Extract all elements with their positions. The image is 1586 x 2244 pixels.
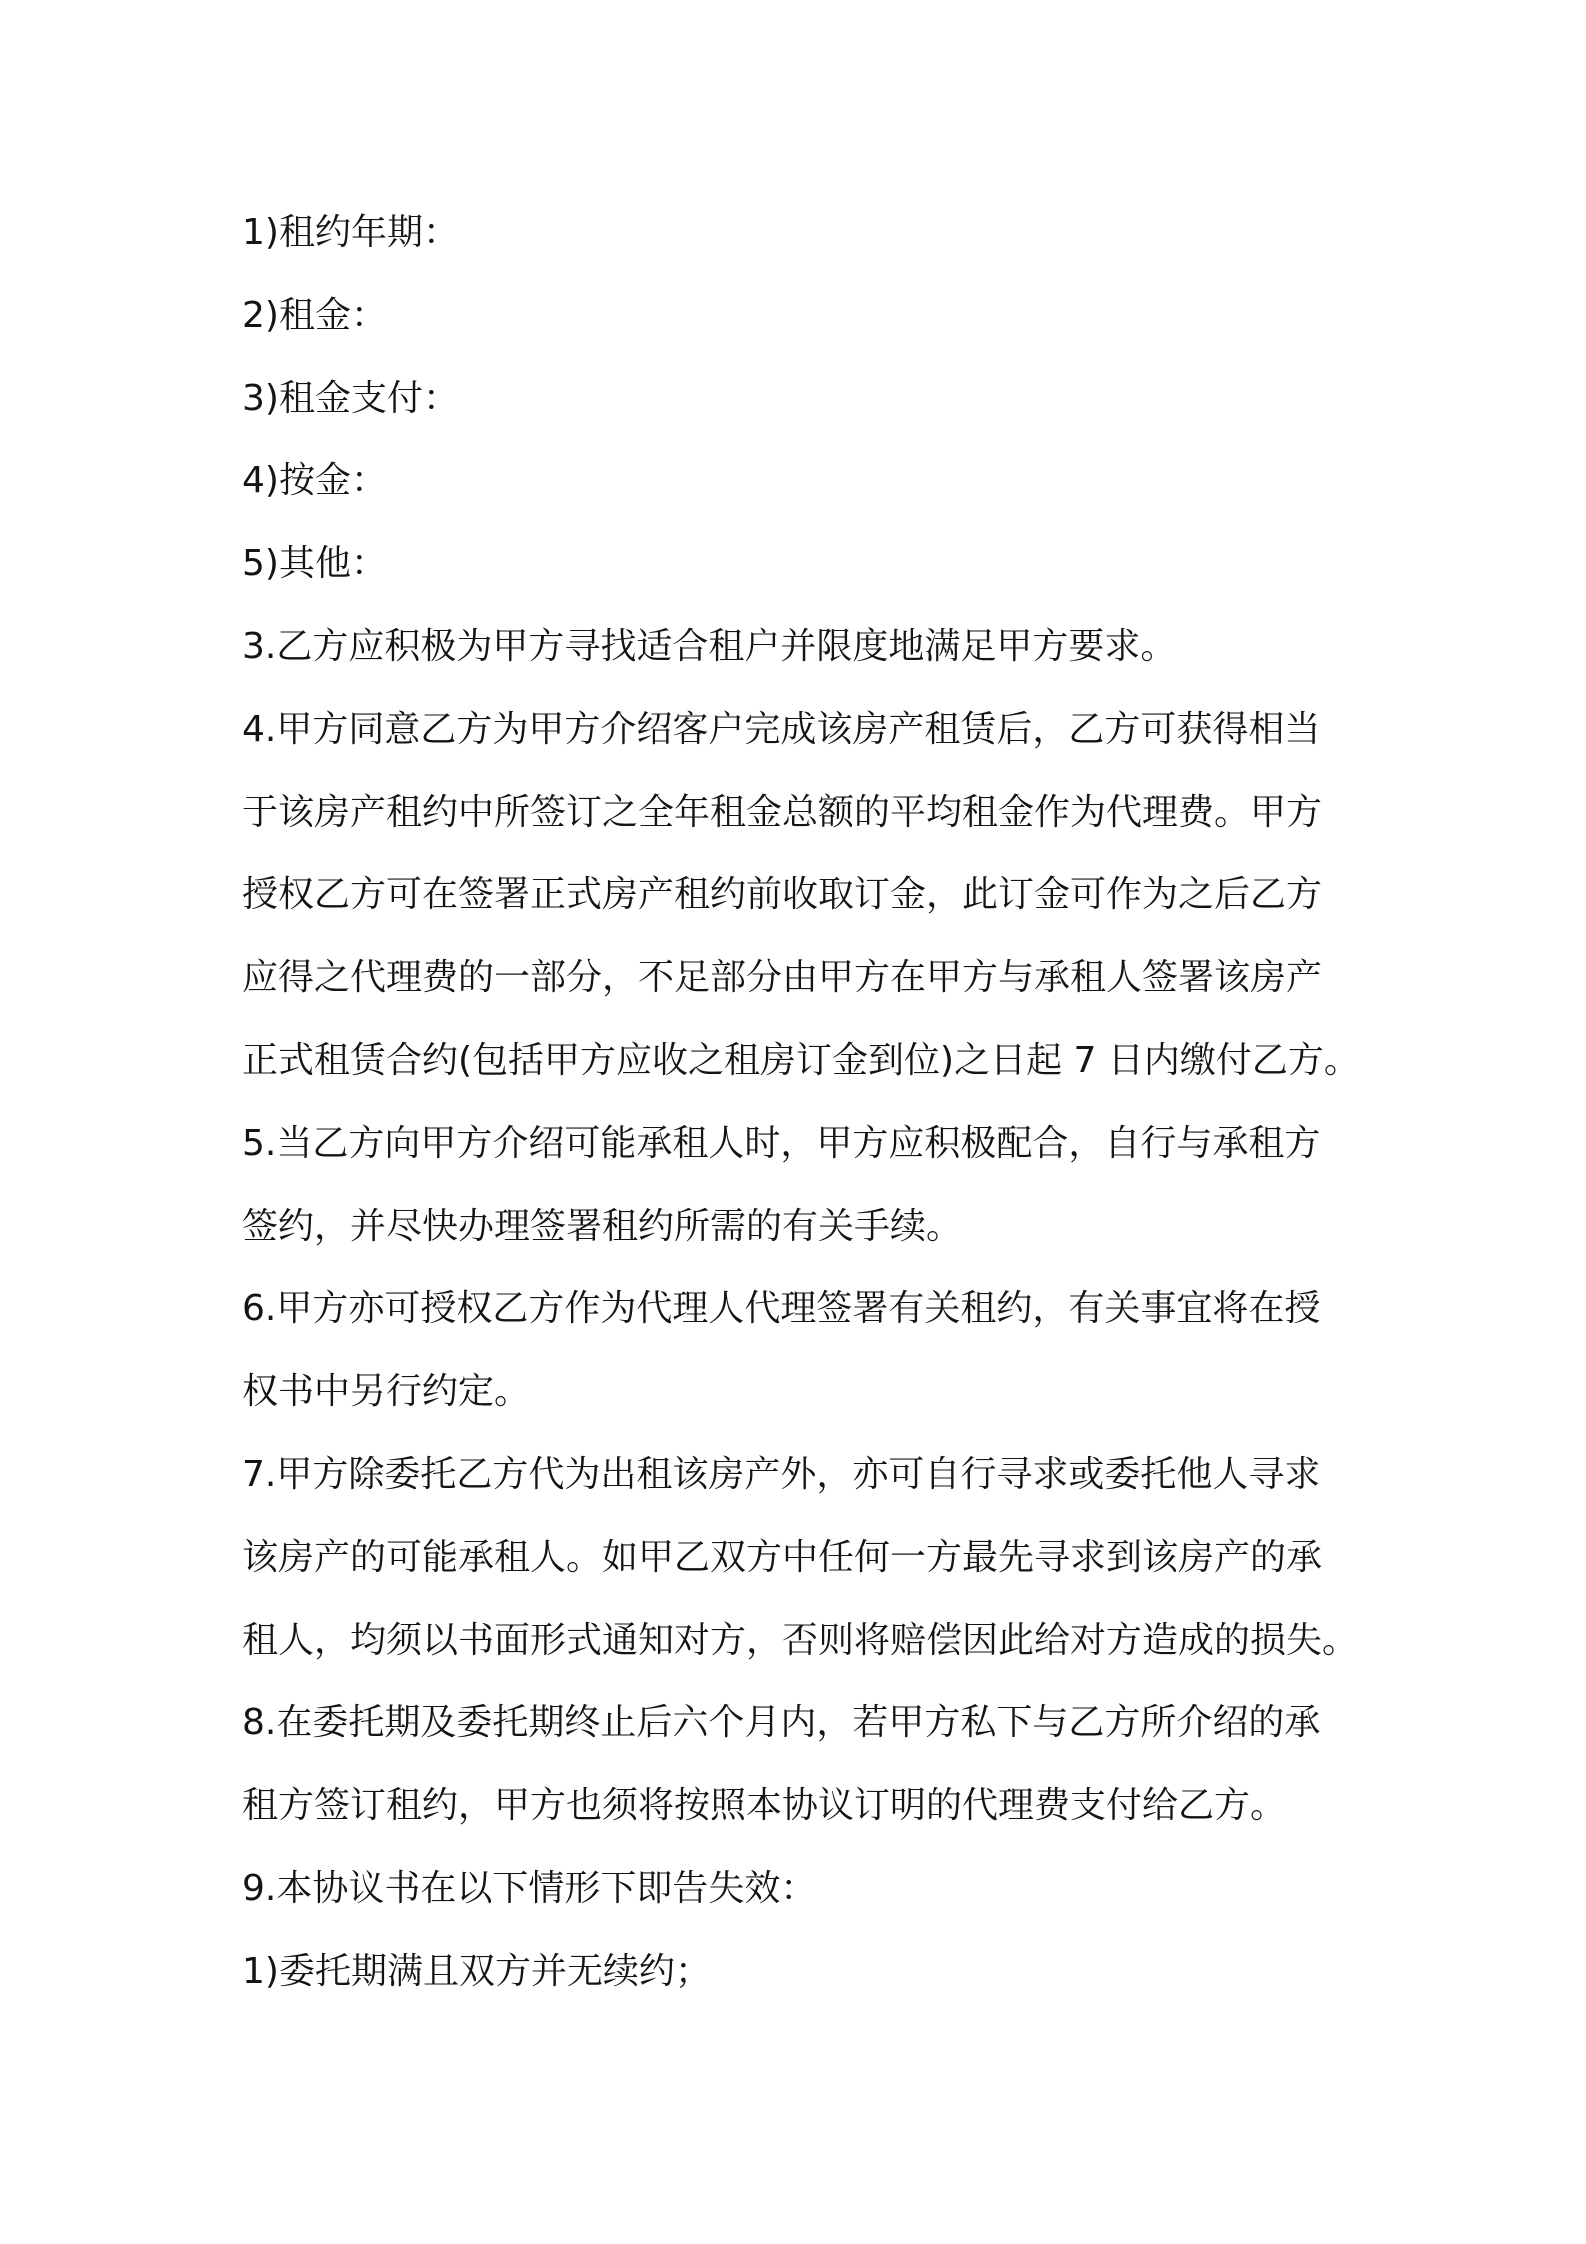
text-line: 3.乙方应积极为甲方寻找适合租户并限度地满足甲方要求。 bbox=[242, 625, 1177, 667]
text-line: 于该房产租约中所签订之全年租金总额的平均租金作为代理费。甲方 bbox=[242, 791, 1323, 833]
text-line: 正式租赁合约(包括甲方应收之租房订金到位)之日起 7 日内缴付乙方。 bbox=[242, 1039, 1360, 1081]
text-line: 权书中另行约定。 bbox=[242, 1371, 531, 1413]
text-line: 签约，并尽快办理签署租约所需的有关手续。 bbox=[242, 1205, 963, 1247]
text-line: 5)其他： bbox=[242, 543, 387, 585]
text-line: 1)委托期满且双方并无续约； bbox=[242, 1950, 711, 1992]
text-line: 租人，均须以书面形式通知对方，否则将赔偿因此给对方造成的损失。 bbox=[242, 1619, 1359, 1661]
text-line: 授权乙方可在签署正式房产租约前收取订金，此订金可作为之后乙方 bbox=[242, 874, 1323, 916]
text-line: 8.在委托期及委托期终止后六个月内，若甲方私下与乙方所介绍的承 bbox=[242, 1702, 1321, 1744]
text-line: 9.本协议书在以下情形下即告失效： bbox=[242, 1867, 817, 1909]
text-line: 7.甲方除委托乙方代为出租该房产外，亦可自行寻求或委托他人寻求 bbox=[242, 1453, 1321, 1495]
text-line: 该房产的可能承租人。如甲乙双方中任何一方最先寻求到该房产的承 bbox=[242, 1536, 1323, 1578]
text-line: 4)按金： bbox=[242, 460, 387, 502]
document-body bbox=[242, 192, 1362, 2014]
text-line: 1)租约年期： bbox=[242, 212, 459, 253]
text-line: 6.甲方亦可授权乙方作为代理人代理签署有关租约，有关事宜将在授 bbox=[242, 1288, 1321, 1330]
text-line: 5.当乙方向甲方介绍可能承租人时，甲方应积极配合，自行与承租方 bbox=[242, 1122, 1321, 1164]
text-line: 租方签订租约，甲方也须将按照本协议订明的代理费支付给乙方。 bbox=[242, 1785, 1287, 1827]
text-line: 2)租金： bbox=[242, 294, 387, 336]
text-line: 4.甲方同意乙方为甲方介绍客户完成该房产租赁后，乙方可获得相当 bbox=[242, 708, 1321, 750]
text-line: 3)租金支付： bbox=[242, 377, 459, 419]
text-line: 应得之代理费的一部分，不足部分由甲方在甲方与承租人签署该房产 bbox=[242, 957, 1323, 999]
